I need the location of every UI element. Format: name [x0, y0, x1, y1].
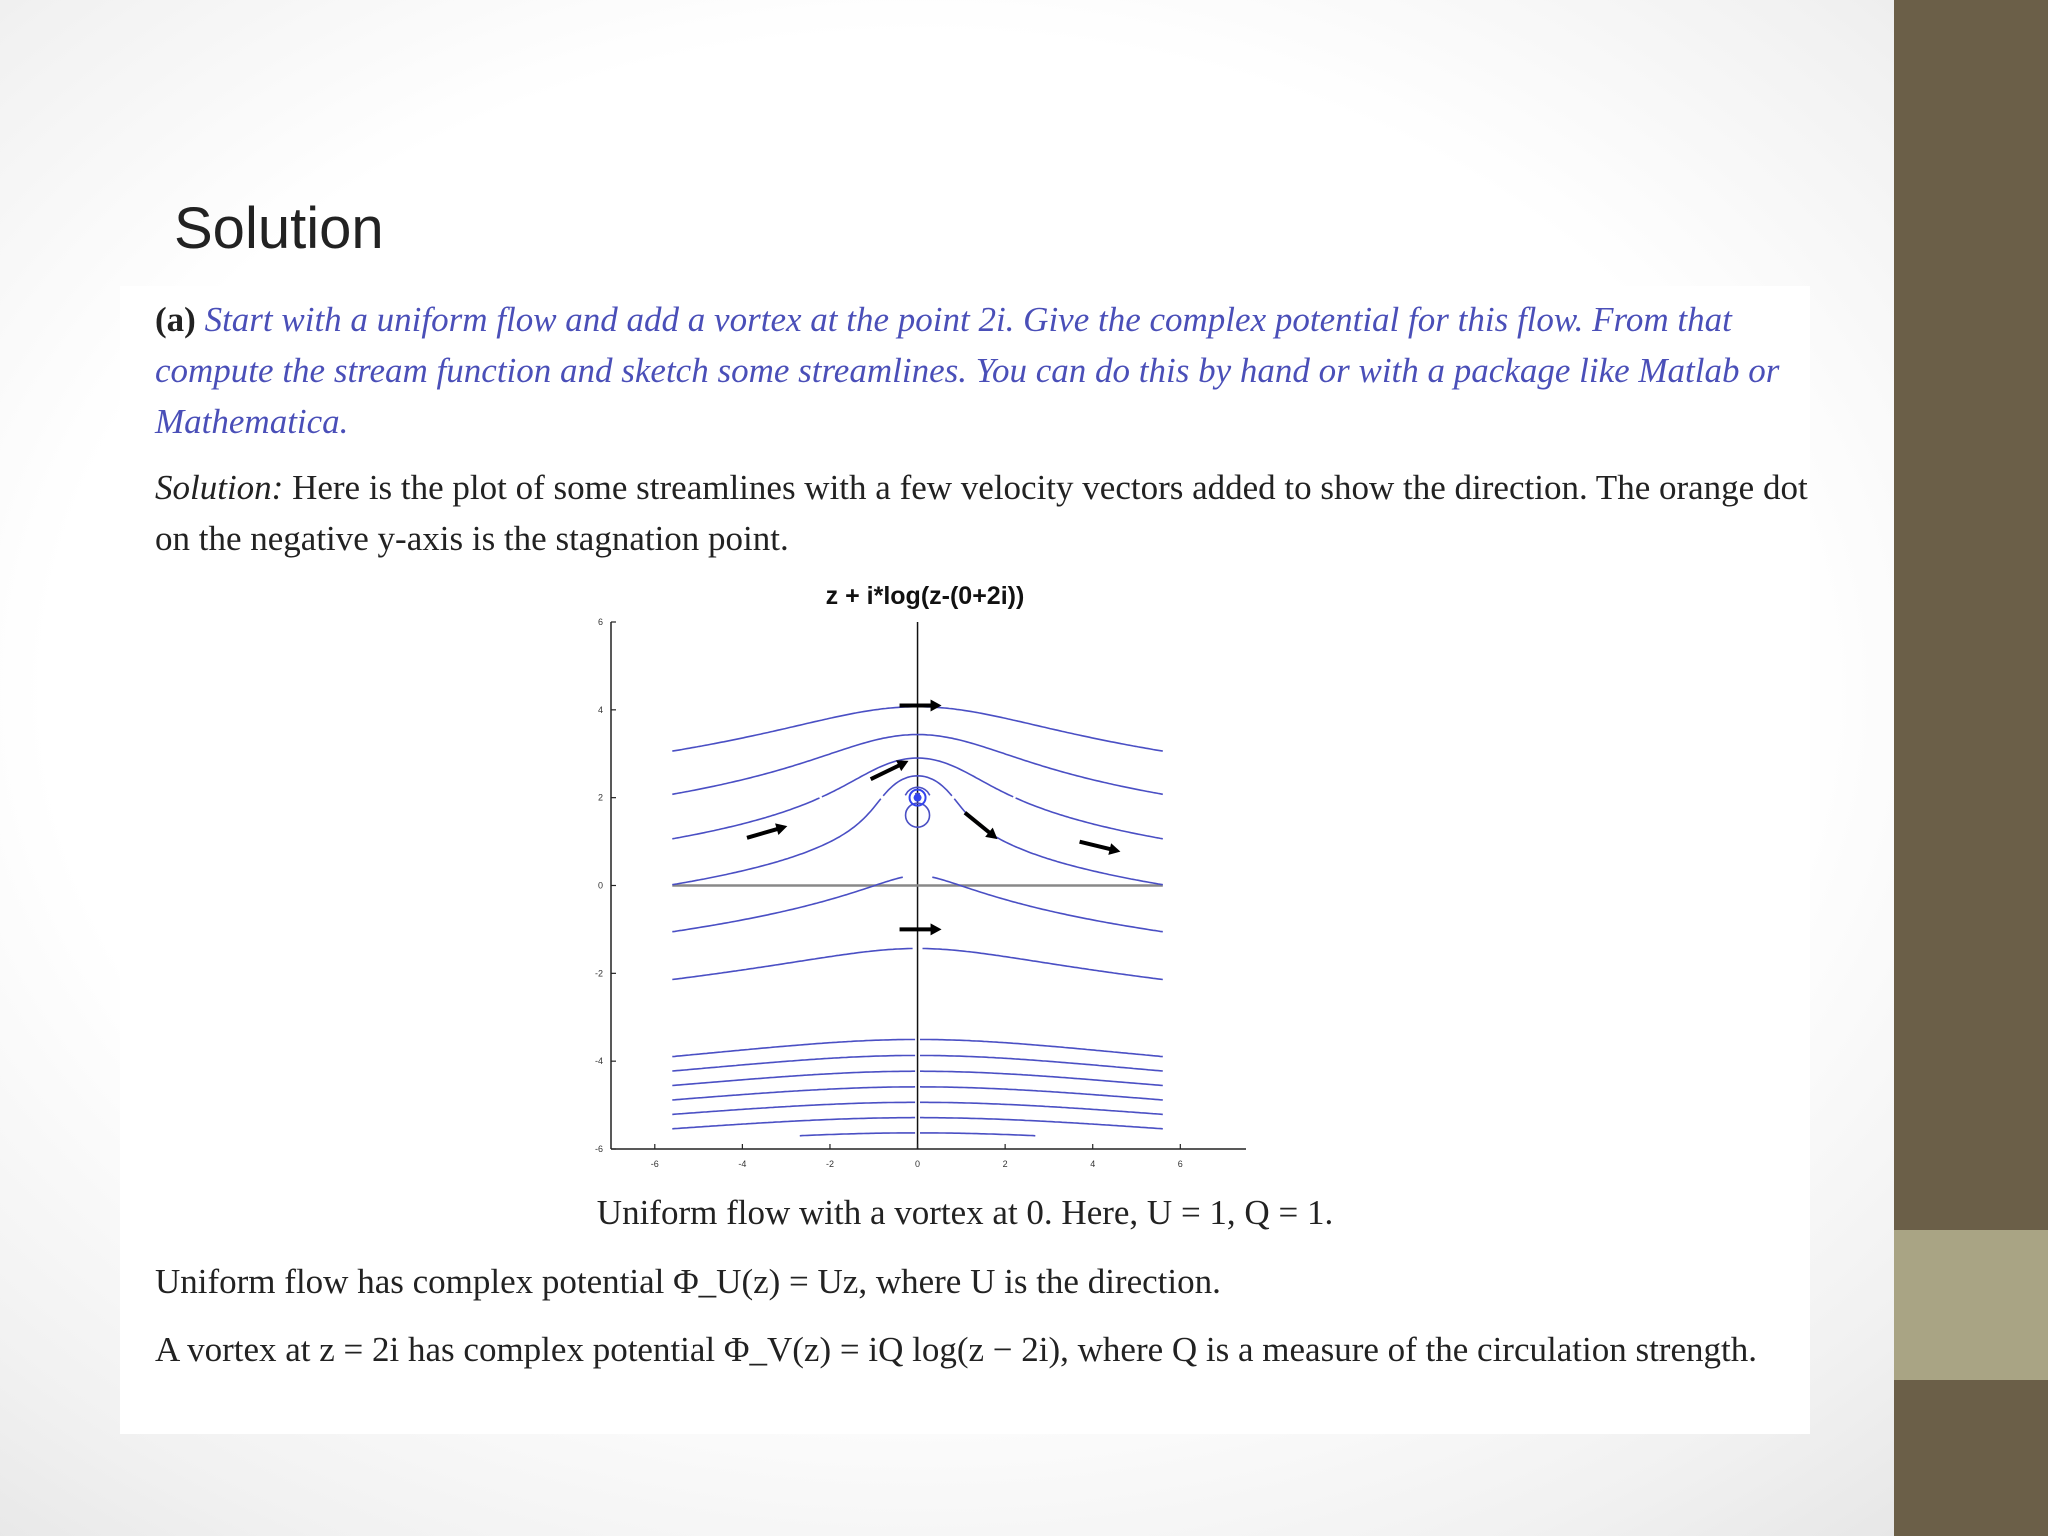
y-tick-label: -4	[594, 1056, 603, 1067]
sidebar-dark-bottom	[1894, 1380, 2048, 1536]
y-tick-label: 4	[597, 704, 603, 715]
y-tick-label: 0	[597, 880, 603, 891]
sidebar-accent	[1894, 1230, 2048, 1380]
plot-title: z + i*log(z-(0+2i))	[825, 582, 1025, 610]
figure-caption: Uniform flow with a vortex at 0. Here, U = 1, Q = 1.	[596, 1193, 1334, 1232]
x-tick-label: -2	[825, 1159, 834, 1169]
velocity-arrow	[965, 813, 998, 840]
part-a-question-text: Start with a uniform flow and add a vortex at the point 2i. Give the complex potential for this flow. From that compute the stream function and sketch some streamlines. You can do this by hand or with a package like Matlab or Mathematica.	[155, 300, 1780, 441]
velocity-arrow	[1080, 842, 1121, 855]
x-tick-label: -4	[738, 1159, 747, 1169]
sidebar-dark-top	[1894, 0, 2048, 1230]
content-box	[120, 286, 1810, 1434]
velocity-arrow	[747, 823, 787, 837]
slide-title: Solution	[174, 196, 384, 261]
x-tick-label: 6	[1177, 1159, 1183, 1169]
y-tick-label: -2	[594, 968, 603, 979]
x-tick-label: 2	[1002, 1159, 1008, 1169]
part-a-label: (a)	[155, 300, 196, 339]
y-tick-label: 6	[597, 617, 603, 627]
x-tick-label: 0	[915, 1159, 921, 1169]
solution-label: Solution:	[155, 468, 284, 507]
velocity-arrow	[900, 923, 942, 935]
x-tick-label: -6	[650, 1159, 659, 1169]
velocity-arrow	[900, 699, 942, 711]
y-tick-label: 2	[597, 792, 603, 803]
solution-text: Here is the plot of some streamlines with a few velocity vectors added to show the direction. The orange dot on the negative y-axis is the stagnation point.	[155, 468, 1808, 558]
y-tick-label: -6	[594, 1144, 603, 1154]
x-tick-label: 4	[1090, 1159, 1096, 1169]
vortex-center	[914, 794, 922, 802]
vortex-text: A vortex at z = 2i has complex potential Φ_V(z) = iQ log(z − 2i), where Q is a measure of the circulation strength.	[155, 1330, 1757, 1369]
uniform-flow-text: Uniform flow has complex potential Φ_U(z) = Uz, where U is the direction.	[155, 1262, 1221, 1301]
